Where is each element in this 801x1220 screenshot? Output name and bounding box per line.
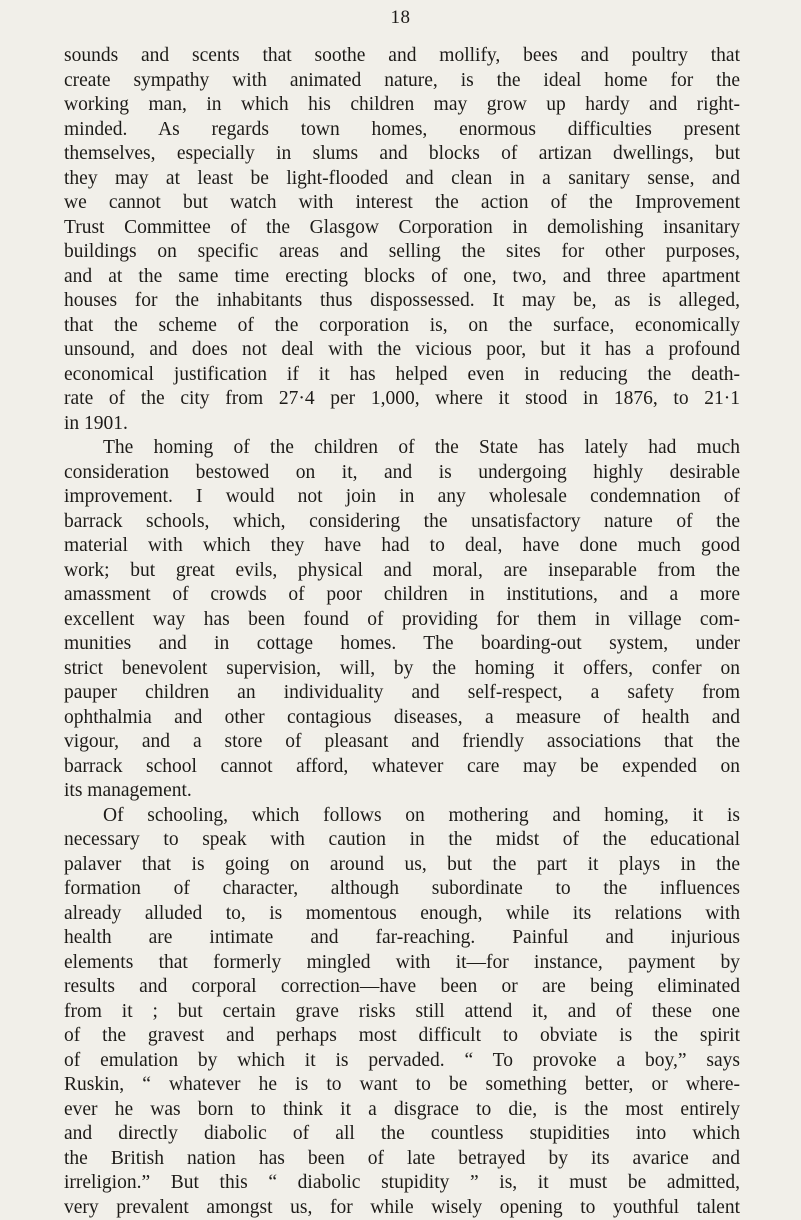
text-line: they may at least be light-flooded and clean in a sanitary sense, and: [64, 167, 740, 192]
text-line: and directly diabolic of all the countless stupidities into which: [64, 1122, 740, 1147]
text-line: work; but great evils, physical and moral, are inseparable from the: [64, 559, 740, 584]
text-line: palaver that is going on around us, but the part it plays in the: [64, 853, 740, 878]
body-text: [64, 44, 740, 1220]
text-line: unsound, and does not deal with the vicious poor, but it has a profound: [64, 338, 740, 363]
text-line: barrack schools, which, considering the unsatisfactory nature of the: [64, 510, 740, 535]
page-number: 18: [0, 7, 801, 29]
text-line: Ruskin, “ whatever he is to want to be something better, or where-: [64, 1073, 740, 1098]
text-line: we cannot but watch with interest the action of the Improvement: [64, 191, 740, 216]
text-line: vigour, and a store of pleasant and friendly associations that the: [64, 730, 740, 755]
text-line: very prevalent amongst us, for while wisely opening to youthful talent: [64, 1196, 740, 1220]
text-line: irreligion.” But this “ diabolic stupidity ” is, it must be admitted,: [64, 1171, 740, 1196]
text-line: from it ; but certain grave risks still attend it, and of these one: [64, 1000, 740, 1025]
text-line: rate of the city from 27·4 per 1,000, where it stood in 1876, to 21·1: [64, 387, 740, 412]
text-line: health are intimate and far-reaching. Painful and injurious: [64, 926, 740, 951]
text-line: pauper children an individuality and self-respect, a safety from: [64, 681, 740, 706]
text-line: munities and in cottage homes. The boarding-out system, under: [64, 632, 740, 657]
text-line: economical justification if it has helped even in reducing the death-: [64, 363, 740, 388]
text-line: improvement. I would not join in any wholesale condemnation of: [64, 485, 740, 510]
text-line: ophthalmia and other contagious diseases, a measure of health and: [64, 706, 740, 731]
text-line: elements that formerly mingled with it—for instance, payment by: [64, 951, 740, 976]
text-line: buildings on specific areas and selling the sites for other purposes,: [64, 240, 740, 265]
text-line: Trust Committee of the Glasgow Corporation in demolishing insanitary: [64, 216, 740, 241]
text-line: necessary to speak with caution in the midst of the educational: [64, 828, 740, 853]
text-line: Of schooling, which follows on mothering and homing, it is: [64, 804, 740, 829]
text-line: ever he was born to think it a disgrace to die, is the most entirely: [64, 1098, 740, 1123]
text-line: excellent way has been found of providing for them in village com-: [64, 608, 740, 633]
text-line: in 1901.: [64, 412, 740, 437]
text-line: material with which they have had to deal, have done much good: [64, 534, 740, 559]
text-line: working man, in which his children may grow up hardy and right-: [64, 93, 740, 118]
text-line: its management.: [64, 779, 740, 804]
text-line: of emulation by which it is pervaded. “ To provoke a boy,” says: [64, 1049, 740, 1074]
text-line: minded. As regards town homes, enormous difficulties present: [64, 118, 740, 143]
text-line: sounds and scents that soothe and mollify, bees and poultry that: [64, 44, 740, 69]
text-line: amassment of crowds of poor children in institutions, and a more: [64, 583, 740, 608]
text-line: and at the same time erecting blocks of one, two, and three apartment: [64, 265, 740, 290]
text-line: of the gravest and perhaps most difficult to obviate is the spirit: [64, 1024, 740, 1049]
text-line: themselves, especially in slums and blocks of artizan dwellings, but: [64, 142, 740, 167]
text-line: houses for the inhabitants thus dispossessed. It may be, as is alleged,: [64, 289, 740, 314]
text-line: barrack school cannot afford, whatever care may be expended on: [64, 755, 740, 780]
text-line: the British nation has been of late betrayed by its avarice and: [64, 1147, 740, 1172]
text-line: already alluded to, is momentous enough, while its relations with: [64, 902, 740, 927]
text-line: strict benevolent supervision, will, by the homing it offers, confer on: [64, 657, 740, 682]
text-line: that the scheme of the corporation is, on the surface, economically: [64, 314, 740, 339]
text-line: results and corporal correction—have been or are being eliminated: [64, 975, 740, 1000]
text-line: consideration bestowed on it, and is undergoing highly desirable: [64, 461, 740, 486]
text-line: create sympathy with animated nature, is the ideal home for the: [64, 69, 740, 94]
text-line: formation of character, although subordinate to the influences: [64, 877, 740, 902]
text-line: The homing of the children of the State has lately had much: [64, 436, 740, 461]
